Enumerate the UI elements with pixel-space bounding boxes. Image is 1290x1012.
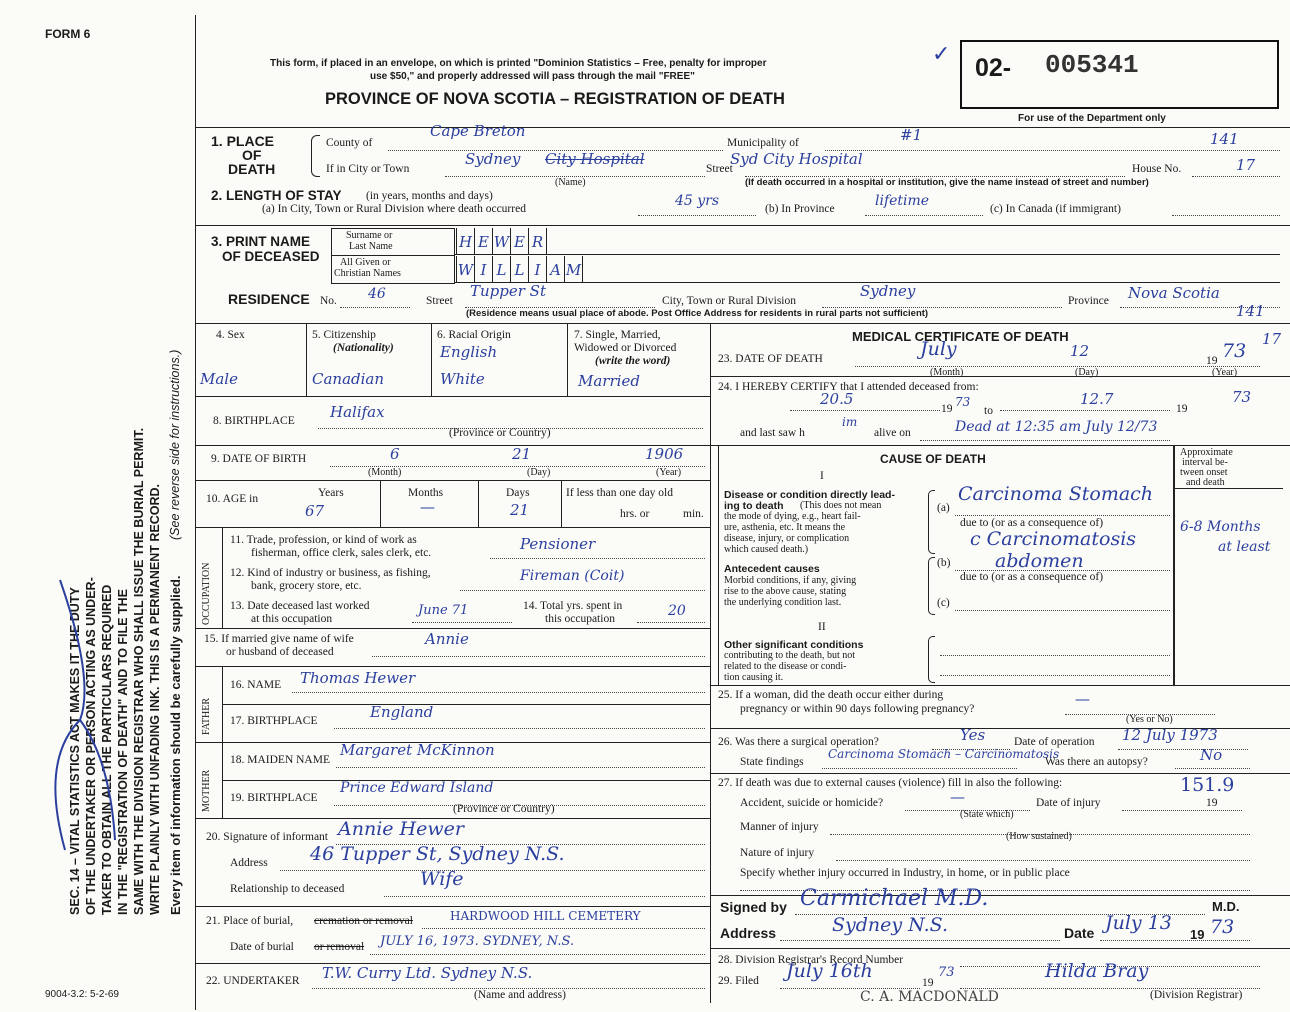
city-town-label: If in City or Town bbox=[326, 163, 410, 175]
dob-year-caption: (Year) bbox=[656, 467, 682, 478]
dod-year-caption: (Year) bbox=[1212, 367, 1238, 378]
reg-prefix: 02- bbox=[975, 54, 1012, 82]
interval-label-3: tween onset bbox=[1180, 467, 1228, 478]
antecedent-label-1: Antecedent causes bbox=[724, 563, 820, 575]
cause-b1-value: c Carcinomatosis bbox=[970, 528, 1137, 550]
last-saw-label: and last saw h bbox=[740, 427, 805, 439]
div-record-label: 28. Division Registrar's Record Number bbox=[718, 954, 904, 966]
industry-value: Fireman (Coit) bbox=[520, 568, 625, 584]
reg-number: 005341 bbox=[1045, 50, 1139, 80]
or-removal-label: or removal bbox=[314, 941, 365, 953]
surname-letter-box: E bbox=[474, 228, 493, 254]
alive-on-value: Dead at 12:35 am July 12/73 bbox=[955, 419, 1158, 435]
yes-no-caption: (Yes or No) bbox=[1126, 714, 1173, 725]
given-label-1: All Given or bbox=[340, 257, 391, 268]
from-year-value: 73 bbox=[955, 395, 971, 409]
dod-month-value: July bbox=[920, 338, 957, 360]
age-days-label: Days bbox=[506, 487, 530, 499]
residence-city-label: City, Town or Rural Division bbox=[662, 295, 797, 307]
surname-letter-box: W bbox=[492, 228, 511, 254]
racial-label: 6. Racial Origin bbox=[437, 329, 511, 341]
form-title: PROVINCE OF NOVA SCOTIA – REGISTRATION OF DEATH bbox=[325, 90, 785, 108]
mother-birth-value: Prince Edward Island bbox=[340, 780, 494, 796]
registrar-signature: Hilda Bray bbox=[1045, 960, 1149, 982]
signed-by-label: Signed by bbox=[720, 899, 787, 915]
direct-label-5: ure, asthenia, etc. It means the bbox=[724, 522, 846, 533]
side-line-8: Every item of information should be carefully supplied. bbox=[168, 575, 183, 915]
external-label: 27. If death was due to external causes (violence) fill in also the following: bbox=[718, 777, 1063, 789]
med-date-value: July 13 bbox=[1105, 912, 1172, 934]
last-saw-value: im bbox=[842, 415, 858, 429]
dod-day-caption: (Day) bbox=[1075, 367, 1099, 378]
mother-birth-label: 19. BIRTHPLACE bbox=[230, 792, 318, 804]
municipality-value: #1 bbox=[900, 126, 923, 144]
sex-label: 4. Sex bbox=[216, 329, 245, 341]
woman-value: — bbox=[1075, 690, 1090, 708]
med-address-value: Sydney N.S. bbox=[832, 914, 948, 936]
spouse-label-2: or husband of deceased bbox=[226, 646, 334, 658]
undertaker-caption: (Name and address) bbox=[474, 989, 566, 1001]
cause-a-value: Carcinoma Stomach bbox=[958, 483, 1154, 505]
side-line-5: SAME WITH THE DIVISION REGISTRAR WHO SHALL ISSUE THE BURIAL PERMIT. bbox=[132, 427, 146, 915]
stay-b-label: (b) In Province bbox=[765, 203, 835, 215]
specify-label: Specify whether injury occurred in Industry, in home, or in public place bbox=[740, 867, 1070, 879]
municipality-label: Municipality of bbox=[727, 137, 799, 149]
print-name-label-1: 3. PRINT NAME bbox=[211, 234, 311, 249]
stay-b-value: lifetime bbox=[875, 193, 930, 209]
accident-value: — bbox=[950, 788, 965, 806]
county-value: Cape Breton bbox=[430, 122, 526, 140]
citizenship-label: 5. Citizenship bbox=[312, 329, 376, 341]
side-line-1: SEC. 14 – VITAL STATISTICS ACT MAKES IT THE DUTY bbox=[68, 587, 82, 915]
institution-note: (If death occurred in a hospital or institution, give the name instead of street and number) bbox=[745, 177, 1149, 188]
father-birth-label: 17. BIRTHPLACE bbox=[230, 715, 318, 727]
hrs-label: hrs. or bbox=[620, 508, 650, 520]
direct-label-6: disease, injury, or complication bbox=[724, 533, 850, 544]
injury-19: 19 bbox=[1206, 797, 1218, 809]
dob-year-value: 1906 bbox=[645, 445, 684, 463]
trade-label-1: 11. Trade, profession, or kind of work as bbox=[230, 534, 417, 546]
alive-on-label: alive on bbox=[874, 427, 911, 439]
given-letter-box: I bbox=[474, 256, 493, 282]
cause-title: CAUSE OF DEATH bbox=[880, 452, 986, 466]
trade-value: Pensioner bbox=[520, 535, 596, 553]
side-line-3: TAKER TO OBTAIN ALL THE PARTICULARS REQUIRED bbox=[100, 584, 114, 915]
nature-label: Nature of injury bbox=[740, 847, 815, 859]
age-days-value: 21 bbox=[510, 501, 530, 519]
md-label: M.D. bbox=[1212, 899, 1240, 914]
father-side-label: FATHER bbox=[201, 697, 212, 735]
residence-province-label: Province bbox=[1068, 295, 1109, 307]
antecedent-label-2: Morbid conditions, if any, giving bbox=[724, 575, 857, 586]
attend-to-value: 12.7 bbox=[1080, 390, 1114, 408]
dob-day-caption: (Day) bbox=[527, 467, 551, 478]
to-label: to bbox=[984, 405, 993, 417]
house-no-value: 17 bbox=[1236, 156, 1256, 174]
min-label: min. bbox=[683, 508, 704, 520]
dob-label: 9. DATE OF BIRTH bbox=[211, 453, 307, 465]
industry-label-1: 12. Kind of industry or business, as fishing, bbox=[230, 567, 431, 579]
undertaker-value: T.W. Curry Ltd. Sydney N.S. bbox=[322, 964, 533, 982]
relationship-value: Wife bbox=[420, 868, 464, 890]
print-name-label-2: OF DECEASED bbox=[222, 249, 320, 264]
margin-rule bbox=[195, 15, 196, 1010]
side-line-4: IN THE "REGISTRATION OF DEATH" AND TO FILE THE bbox=[116, 589, 130, 915]
cause-b-label: (b) bbox=[937, 557, 951, 569]
other-label-1: Other significant conditions bbox=[724, 639, 864, 651]
interval-label-1: Approximate bbox=[1180, 447, 1233, 458]
sex-value: Male bbox=[200, 370, 238, 388]
surgery-value: Yes bbox=[960, 726, 986, 744]
cause-b2-value: abdomen bbox=[995, 550, 1084, 572]
residence-no-value: 46 bbox=[368, 286, 386, 302]
residence-street-label: Street bbox=[426, 295, 453, 307]
injury-date-label: Date of injury bbox=[1036, 797, 1101, 809]
given-letter-box: I bbox=[528, 256, 547, 282]
residence-city-value: Sydney bbox=[860, 282, 916, 300]
direct-label-3: (This does not mean bbox=[800, 500, 882, 511]
antecedent-label-4: the underlying condition last. bbox=[724, 597, 842, 608]
direct-label-1: Disease or condition directly lead- bbox=[724, 489, 895, 501]
given-letter-box: W bbox=[456, 256, 475, 282]
med-date-19: 19 bbox=[1190, 927, 1205, 942]
accident-label: Accident, suicide or homicide? bbox=[740, 797, 884, 809]
marital-label-1: 7. Single, Married, bbox=[574, 329, 661, 341]
burial-place-value: HARDWOOD HILL CEMETERY bbox=[450, 909, 641, 923]
stay-c-label: (c) In Canada (if immigrant) bbox=[990, 203, 1121, 215]
less-day-label: If less than one day old bbox=[566, 487, 673, 499]
direct-label-4: the mode of dying, e.g., heart fail- bbox=[724, 511, 861, 522]
filed-label: 29. Filed bbox=[718, 975, 759, 987]
woman-label-2: pregnancy or within 90 days following pregnancy? bbox=[740, 703, 975, 715]
residence-street-value: Tupper St bbox=[470, 282, 546, 300]
autopsy-label: Was there an autopsy? bbox=[1045, 756, 1148, 768]
burial-label: 21. Place of burial, bbox=[206, 915, 294, 927]
findings-value: Carcinoma Stomach – Carcinomatosis bbox=[828, 747, 1060, 761]
code-17: 17 bbox=[1262, 330, 1282, 348]
med-date-year: 73 bbox=[1210, 916, 1235, 938]
last-worked-value: June 71 bbox=[418, 603, 469, 618]
municipality-code: 141 bbox=[1210, 130, 1239, 148]
place-label-2: OF bbox=[242, 147, 262, 163]
findings-label: State findings bbox=[740, 756, 804, 768]
residence-label: RESIDENCE bbox=[228, 291, 310, 307]
direct-label-7: which caused death.) bbox=[724, 544, 809, 555]
residence-code: 141 bbox=[1236, 302, 1265, 320]
county-label: County of bbox=[326, 137, 373, 149]
margin-scribble-icon bbox=[20, 560, 130, 860]
form-number: FORM 6 bbox=[45, 27, 91, 41]
antecedent-label-3: rise to the above cause, stating bbox=[724, 586, 847, 597]
how-caption: (How sustained) bbox=[1006, 831, 1072, 842]
trade-label-2: fisherman, office clerk, sales clerk, etc. bbox=[251, 547, 432, 559]
burial-date-label: Date of burial bbox=[230, 941, 294, 953]
informant-address-label: Address bbox=[230, 857, 268, 869]
total-yrs-label-2: this occupation bbox=[545, 613, 615, 625]
filed-19: 19 bbox=[922, 977, 934, 989]
interval-value-2: at least bbox=[1218, 539, 1271, 555]
mother-birth-caption: (Province or Country) bbox=[453, 803, 555, 815]
due-to-label-1: due to (or as a consequence of) bbox=[960, 517, 1104, 529]
signed-by-value: Carmichael M.D. bbox=[800, 886, 989, 911]
age-months-label: Months bbox=[408, 487, 444, 499]
stay-note: (in years, months and days) bbox=[366, 190, 493, 202]
citizenship-value: Canadian bbox=[312, 370, 385, 388]
check-icon: ✓ bbox=[932, 42, 951, 67]
age-years-label: Years bbox=[318, 487, 344, 499]
other-label-4: tion causing it. bbox=[724, 672, 784, 683]
interval-value: 6-8 Months bbox=[1180, 519, 1261, 535]
to-year-value: 73 bbox=[1232, 388, 1252, 406]
interval-label-2: interval be- bbox=[1182, 457, 1228, 468]
informant-address-value: 46 Tupper St, Sydney N.S. bbox=[310, 843, 565, 865]
surname-letter-box: R bbox=[528, 228, 547, 254]
industry-label-2: bank, grocery store, etc. bbox=[251, 580, 362, 592]
age-months-value: — bbox=[420, 498, 435, 516]
marital-label-3: (write the word) bbox=[595, 355, 671, 367]
medical-title: MEDICAL CERTIFICATE OF DEATH bbox=[852, 329, 1069, 344]
stay-label: 2. LENGTH OF STAY bbox=[211, 188, 342, 203]
street-label: Street bbox=[706, 163, 733, 175]
informant-label: 20. Signature of informant bbox=[206, 831, 329, 843]
dod-month-caption: (Month) bbox=[930, 367, 964, 378]
due-to-label-2: due to (or as a consequence of) bbox=[960, 571, 1104, 583]
op-date-value: 12 July 1973 bbox=[1122, 726, 1218, 744]
other-label-2: contributing to the death, but not bbox=[724, 650, 856, 661]
residence-no-label: No. bbox=[320, 295, 337, 307]
mother-maiden-label: 18. MAIDEN NAME bbox=[230, 754, 330, 766]
father-birth-value: England bbox=[370, 703, 434, 721]
given-label-2: Christian Names bbox=[334, 268, 401, 279]
surname-letter-box: E bbox=[510, 228, 529, 254]
registrar-print: C. A. MACDONALD bbox=[860, 989, 999, 1005]
other-label-3: related to the disease or condi- bbox=[724, 661, 847, 672]
spouse-label-1: 15. If married give name of wife bbox=[204, 633, 354, 645]
birthplace-caption: (Province or Country) bbox=[449, 427, 551, 439]
stay-a-value: 45 yrs bbox=[675, 193, 720, 209]
cremation-label: cremation or removal bbox=[314, 915, 413, 927]
spouse-value: Annie bbox=[425, 630, 469, 648]
woman-label-1: 25. If a woman, did the death occur either during bbox=[718, 689, 944, 701]
informant-value: Annie Hewer bbox=[338, 818, 464, 840]
filed-value: July 16th bbox=[786, 960, 873, 982]
father-name-value: Thomas Hewer bbox=[300, 669, 416, 687]
given-letter-box: L bbox=[492, 256, 511, 282]
mail-note-2: use $50," and properly addressed will pass through the mail "FREE" bbox=[370, 71, 695, 82]
med-date-label: Date bbox=[1064, 925, 1095, 941]
interval-label-4: and death bbox=[1186, 477, 1225, 488]
cause-c-label: (c) bbox=[937, 597, 950, 609]
autopsy-value: No bbox=[1200, 746, 1223, 764]
roman-two: II bbox=[818, 621, 826, 633]
dod-year-value: 73 bbox=[1222, 340, 1247, 362]
total-yrs-value: 20 bbox=[668, 603, 686, 619]
marital-label-2: Widowed or Divorced bbox=[574, 342, 677, 354]
dod-label: 23. DATE OF DEATH bbox=[718, 353, 823, 365]
given-letter-box: M bbox=[564, 256, 583, 282]
dob-month-value: 6 bbox=[390, 445, 400, 463]
roman-one: I bbox=[820, 470, 824, 482]
residence-note: (Residence means usual place of abode. Post Office Address for residents in rural parts not sufficient) bbox=[466, 308, 929, 319]
to-19: 19 bbox=[1176, 403, 1188, 415]
direct-label-2: ing to death bbox=[724, 500, 784, 512]
residence-province-value: Nova Scotia bbox=[1128, 284, 1220, 302]
mother-maiden-value: Margaret McKinnon bbox=[340, 741, 495, 759]
print-code: 9004-3.2: 5-2-69 bbox=[45, 989, 119, 1000]
last-worked-label-2: at this occupation bbox=[251, 613, 333, 625]
dob-day-value: 21 bbox=[512, 445, 532, 463]
certify-label: 24. I HEREBY CERTIFY that I attended deceased from: bbox=[718, 381, 979, 393]
city-value: Sydney bbox=[465, 150, 521, 168]
occupation-side-label: OCCUPATION bbox=[201, 562, 212, 625]
burial-date-value: JULY 16, 1973. SYDNEY, N.S. bbox=[380, 934, 575, 949]
mail-note-1: This form, if placed in an envelope, on which is printed "Dominion Statistics – Free, penalty for improper bbox=[270, 58, 767, 69]
place-label-1: 1. PLACE bbox=[211, 133, 275, 149]
age-years-value: 67 bbox=[305, 502, 325, 520]
given-letter-box: L bbox=[510, 256, 529, 282]
city-name-caption: (Name) bbox=[555, 177, 586, 188]
manner-label: Manner of injury bbox=[740, 821, 819, 833]
undertaker-label: 22. UNDERTAKER bbox=[206, 975, 300, 987]
place-label-3: DEATH bbox=[228, 161, 276, 177]
side-line-6: WRITE PLAINLY WITH UNFADING INK. THIS IS A PERMANENT RECORD. bbox=[148, 483, 162, 915]
op-date-label: Date of operation bbox=[1014, 736, 1095, 748]
last-worked-label-1: 13. Date deceased last worked bbox=[230, 600, 370, 612]
attend-from-value: 20.5 bbox=[820, 390, 854, 408]
relationship-label: Relationship to deceased bbox=[230, 883, 345, 895]
stay-a-label: (a) In City, Town or Rural Division where death occurred bbox=[262, 203, 526, 215]
surgery-label: 26. Was there a surgical operation? bbox=[718, 736, 879, 748]
surname-label-1: Surname or bbox=[346, 230, 393, 241]
racial-value: White bbox=[440, 370, 485, 388]
father-name-label: 16. NAME bbox=[230, 679, 282, 691]
mother-side-label: MOTHER bbox=[201, 769, 212, 812]
filed-year: 73 bbox=[938, 965, 955, 980]
side-line-2: OF THE UNDERTAKER OR PERSON ACTING AS UNDER- bbox=[84, 577, 98, 915]
total-yrs-label-1: 14. Total yrs. spent in bbox=[523, 600, 623, 612]
dod-day-value: 12 bbox=[1070, 342, 1090, 360]
dob-month-caption: (Month) bbox=[368, 467, 402, 478]
city-struck-value: City Hospital bbox=[545, 150, 645, 168]
age-label: 10. AGE in bbox=[206, 493, 259, 505]
street-value: Syd City Hospital bbox=[730, 150, 863, 168]
nationality-label: (Nationality) bbox=[333, 342, 394, 354]
surname-label-2: Last Name bbox=[349, 241, 393, 252]
side-line-7: (See reverse side for instructions.) bbox=[168, 349, 182, 540]
med-address-label: Address bbox=[720, 925, 777, 941]
house-no-label: House No. bbox=[1132, 163, 1182, 175]
state-which-caption: (State which) bbox=[960, 809, 1014, 820]
birthplace-label: 8. BIRTHPLACE bbox=[213, 415, 295, 427]
note-151: 151.9 bbox=[1180, 774, 1235, 796]
cause-a-label: (a) bbox=[937, 502, 950, 514]
given-letter-box: A bbox=[546, 256, 565, 282]
div-registrar-caption: (Division Registrar) bbox=[1150, 989, 1243, 1001]
surname-letter-box: H bbox=[456, 228, 475, 254]
birthplace-value: Halifax bbox=[330, 403, 385, 421]
racial-top-value: English bbox=[440, 343, 498, 361]
marital-value: Married bbox=[578, 372, 640, 390]
dod-19: 19 bbox=[1206, 355, 1218, 367]
dept-only: For use of the Department only bbox=[1018, 113, 1166, 124]
from-19: 19 bbox=[941, 403, 953, 415]
